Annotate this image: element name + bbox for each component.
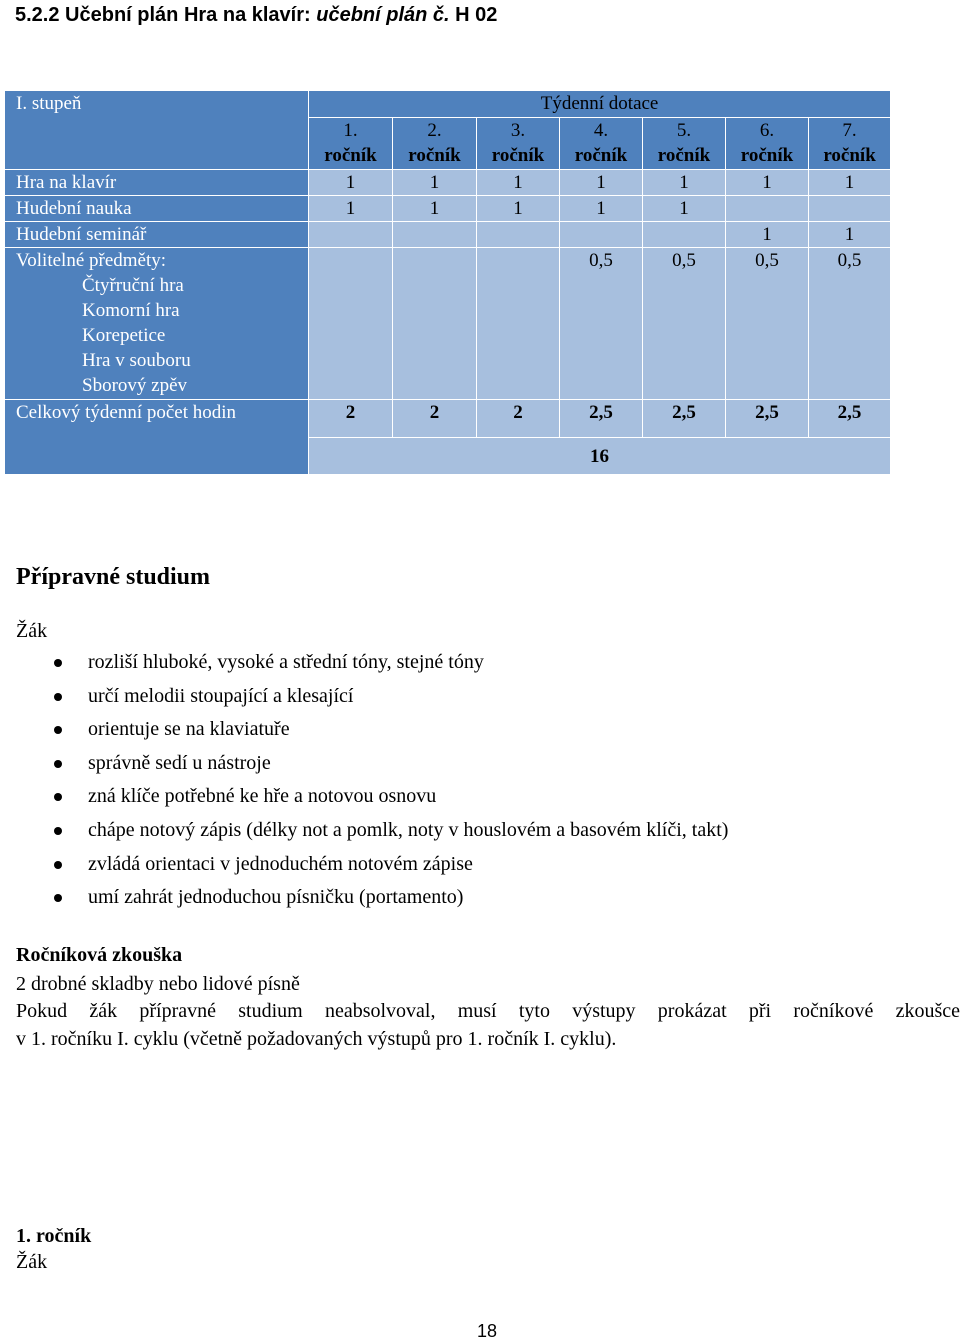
- subject-label: Hra na klavír: [16, 172, 117, 193]
- table-row: [5, 222, 891, 248]
- grade1-title: 1. ročník: [16, 1225, 92, 1247]
- elective-heading: Volitelné předměty:: [16, 250, 167, 271]
- list-item: [0, 715, 960, 749]
- grade-header: [393, 118, 477, 170]
- value-cell: 1: [726, 222, 809, 248]
- weekly-hours-label: Týdenní dotace: [540, 93, 659, 114]
- total-cell: 2: [309, 400, 393, 438]
- total-cell: 2: [477, 400, 560, 438]
- outcome-text: umí zahrát jednoduchou písničku (portamento): [88, 886, 464, 909]
- value-cell: [309, 222, 393, 248]
- value-cell: 1: [560, 170, 643, 196]
- bullet-icon: [54, 693, 62, 701]
- value-cell: 1: [726, 170, 809, 196]
- weekly-hours-header: [309, 91, 891, 118]
- value-cell: 1: [477, 196, 560, 222]
- table-row: [5, 196, 891, 222]
- list-item: [0, 682, 960, 716]
- list-item: [0, 749, 960, 783]
- elective-item: Čtyřruční hra: [82, 275, 184, 296]
- list-item: [0, 816, 960, 850]
- grade-word: ročník: [823, 145, 876, 166]
- heading-prefix: 5.2.2 Učební plán Hra na klavír:: [15, 4, 317, 26]
- value-cell: 1: [643, 196, 726, 222]
- outcome-text: orientuje se na klaviatuře: [88, 718, 290, 741]
- value-cell: 0,5: [726, 248, 809, 400]
- grade-header: [560, 118, 643, 170]
- grade-word: ročník: [408, 145, 461, 166]
- grade-header: [477, 118, 560, 170]
- total-cell: 2,5: [726, 400, 809, 438]
- subject-cell: [5, 196, 309, 222]
- elective-item: Sborový zpěv: [82, 375, 188, 396]
- stage-label: I. stupeň: [16, 93, 82, 114]
- value-cell: 1: [809, 170, 891, 196]
- value-cell: [560, 222, 643, 248]
- total-row: [5, 400, 891, 438]
- subject-label: Hudební seminář: [16, 224, 147, 245]
- bullet-icon: [54, 793, 62, 801]
- grade-word: ročník: [574, 145, 628, 166]
- total-cell: 2,5: [809, 400, 891, 438]
- pupil-label: Žák: [16, 620, 48, 642]
- total-cell: 2,5: [560, 400, 643, 438]
- heading-suffix: H 02: [449, 4, 498, 26]
- outcome-text: chápe notový zápis (délky not a pomlk, noty v houslovém a basovém klíči, takt): [88, 818, 729, 841]
- grade-header: [643, 118, 726, 170]
- total-cell: 2: [393, 400, 477, 438]
- table-row: [5, 170, 891, 196]
- bullet-icon: [54, 827, 62, 835]
- elective-item: Komorní hra: [82, 300, 180, 321]
- value-cell: 1: [560, 196, 643, 222]
- grade-num: 5.: [676, 120, 692, 141]
- section-heading: [15, 4, 497, 27]
- stage-label-cell: [5, 91, 309, 170]
- preparatory-title: Přípravné studium: [16, 564, 211, 590]
- grade-word: ročník: [740, 145, 794, 166]
- bullet-icon: [54, 726, 62, 734]
- exam-requirement: 2 drobné skladby nebo lidové písně: [16, 973, 300, 995]
- grade-header: [726, 118, 809, 170]
- list-item: [0, 883, 960, 917]
- exam-title: Ročníková zkouška: [16, 944, 183, 966]
- grade-word: ročník: [491, 145, 545, 166]
- value-cell: [393, 222, 477, 248]
- outcomes-list: [0, 648, 960, 917]
- outcome-text: určí melodii stoupající a klesající: [88, 684, 354, 707]
- value-cell: 1: [809, 222, 891, 248]
- elective-cell: [5, 248, 309, 400]
- outcome-text: správně sedí u nástroje: [88, 751, 271, 774]
- elective-item: Korepetice: [82, 325, 166, 346]
- grade-num: 4.: [593, 120, 609, 141]
- note-line: v 1. ročníku I. cyklu (včetně požadovaných výstupů pro 1. ročník I. cyklu).: [16, 1028, 617, 1050]
- total-sum-cell: 16: [309, 438, 891, 475]
- pupil-label: Žák: [16, 1251, 48, 1273]
- grade-num: 2.: [427, 120, 442, 141]
- total-cell: 2,5: [643, 400, 726, 438]
- total-label: Celkový týdenní počet hodin: [16, 402, 237, 423]
- value-cell: 1: [393, 196, 477, 222]
- grade-word: ročník: [657, 145, 711, 166]
- value-cell: 1: [643, 170, 726, 196]
- bullet-icon: [54, 894, 62, 902]
- value-cell: 1: [477, 170, 560, 196]
- subject-label: Hudební nauka: [16, 198, 132, 219]
- value-cell: 1: [309, 196, 393, 222]
- value-cell: [309, 248, 393, 400]
- elective-item: Hra v souboru: [82, 350, 191, 371]
- table-row: [5, 248, 891, 400]
- value-cell: [393, 248, 477, 400]
- total-label-cell: [5, 400, 309, 475]
- outcome-text: rozliší hluboké, vysoké a střední tóny, stejné tóny: [88, 651, 484, 673]
- grade-header: [809, 118, 891, 170]
- heading-italic: učební plán č.: [316, 4, 450, 26]
- grade-num: 3.: [510, 120, 526, 141]
- bullet-icon: [54, 760, 62, 768]
- page-number: 18: [477, 1321, 498, 1341]
- value-cell: [477, 222, 560, 248]
- grade-num: 7.: [842, 120, 857, 141]
- value-cell: 0,5: [560, 248, 643, 400]
- list-item: [0, 850, 960, 884]
- value-cell: [477, 248, 560, 400]
- list-item: [0, 782, 960, 816]
- value-cell: [726, 196, 809, 222]
- value-cell: [809, 196, 891, 222]
- grade-word: ročník: [324, 145, 377, 166]
- subject-cell: [5, 170, 309, 196]
- grade-header: [309, 118, 393, 170]
- outcome-text: zvládá orientaci v jednoduchém notovém zápise: [88, 852, 473, 875]
- grade-num: 1.: [343, 120, 358, 141]
- value-cell: 1: [309, 170, 393, 196]
- outcome-text: zná klíče potřebné ke hře a notovou osnovu: [88, 785, 437, 808]
- bullet-icon: [54, 861, 62, 869]
- curriculum-table: [4, 90, 891, 475]
- bullet-icon: [54, 659, 62, 667]
- subject-cell: [5, 222, 309, 248]
- value-cell: 0,5: [809, 248, 891, 400]
- value-cell: 0,5: [643, 248, 726, 400]
- grade-num: 6.: [759, 120, 775, 141]
- value-cell: 1: [393, 170, 477, 196]
- value-cell: [643, 222, 726, 248]
- note-line: Pokud žák přípravné studium neabsolvoval, musí tyto výstupy prokázat při ročníkové zkoušce: [16, 1000, 960, 1022]
- list-item: [0, 648, 960, 682]
